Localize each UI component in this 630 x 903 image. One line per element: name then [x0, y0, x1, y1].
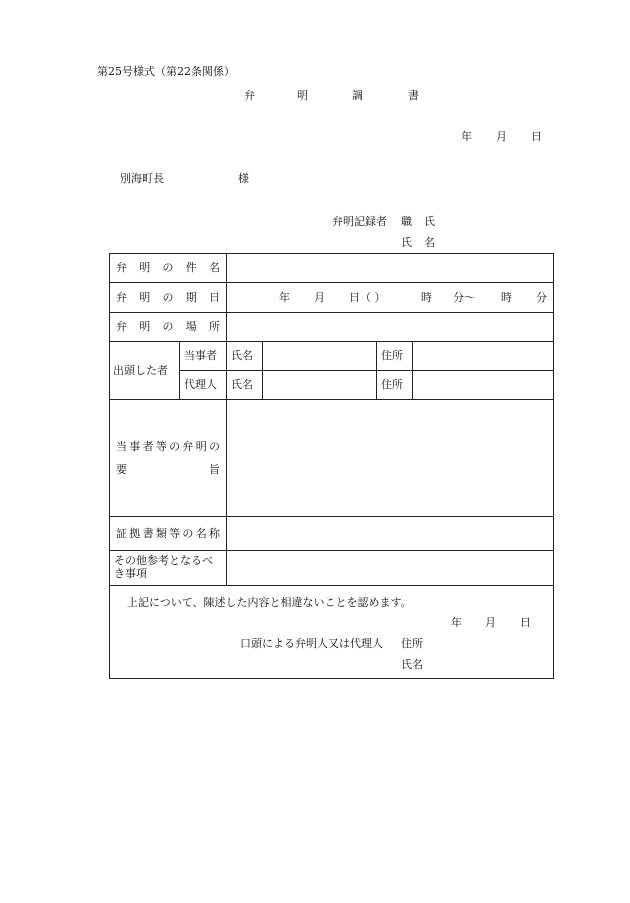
- attendee-label: 出頭した者: [110, 342, 180, 400]
- agent-name-label: 氏名: [227, 371, 263, 400]
- schedule-minute-end: 分: [536, 291, 547, 304]
- date-label: 弁 明 の 期 日: [110, 283, 227, 313]
- party-label: 当事者: [180, 342, 227, 371]
- speaker-name-label: 氏名: [401, 658, 423, 671]
- party-row: [110, 342, 554, 371]
- date-year: 年: [461, 130, 472, 143]
- speaker-label: 口頭による弁明人又は代理人: [240, 637, 383, 650]
- other-label: その他参考となるべき事項: [110, 551, 227, 586]
- addressee-honorific: 様: [238, 172, 249, 185]
- addressee-name: 別海町長: [120, 172, 164, 185]
- schedule-hour-start: 時: [421, 291, 432, 304]
- agent-name-field[interactable]: [263, 371, 377, 400]
- case-name-label: 弁 明 の 件 名: [110, 254, 227, 283]
- date-day: 日: [531, 130, 542, 143]
- party-name-label: 氏名: [227, 342, 263, 371]
- evidence-label: 証 拠 書 類 等 の 名 称: [110, 517, 227, 551]
- other-row: [110, 551, 554, 586]
- recorder-name-label-2: 名: [424, 236, 435, 249]
- party-name-field[interactable]: [263, 342, 377, 371]
- closing-day: 日: [520, 616, 531, 629]
- summary-label: 当 事 者 等 の 弁 明 の 要 旨: [110, 400, 227, 517]
- place-field[interactable]: [227, 313, 554, 342]
- date-field[interactable]: [227, 283, 554, 313]
- agent-address-label: 住所: [377, 371, 413, 400]
- place-row: [110, 313, 554, 342]
- case-name-field[interactable]: [227, 254, 554, 283]
- recorder-name-label-1: 氏: [401, 236, 412, 249]
- place-label: 弁 明 の 場 所: [110, 313, 227, 342]
- evidence-row: [110, 517, 554, 551]
- title-char: 明: [297, 89, 308, 102]
- recorder-position-label: 職: [401, 215, 412, 228]
- closing-cell: [110, 586, 554, 679]
- schedule-month: 月: [314, 291, 325, 304]
- summary-field[interactable]: [227, 400, 554, 517]
- party-address-label: 住所: [377, 342, 413, 371]
- schedule-hour-end: 時: [501, 291, 512, 304]
- case-name-row: [110, 254, 554, 283]
- schedule-year: 年: [279, 291, 290, 304]
- summary-row: [110, 400, 554, 517]
- recorder-label: 弁明記録者: [332, 215, 387, 228]
- closing-row: [110, 586, 554, 679]
- recorder-position-suffix: 氏: [424, 215, 435, 228]
- statement-form-table: [109, 253, 554, 679]
- other-field[interactable]: [227, 551, 554, 586]
- schedule-day: 日（ ）: [349, 291, 386, 304]
- closing-year: 年: [451, 616, 462, 629]
- speaker-address-label: 住所: [401, 637, 423, 650]
- date-month: 月: [496, 130, 507, 143]
- title-char: 書: [408, 89, 419, 102]
- agent-label: 代理人: [180, 371, 227, 400]
- title-char: 調: [352, 89, 363, 102]
- form-number: 第25号様式（第22条関係）: [97, 65, 235, 78]
- party-address-field[interactable]: [413, 342, 554, 371]
- closing-month: 月: [485, 616, 496, 629]
- schedule-minute-start: 分～: [453, 291, 475, 304]
- evidence-field[interactable]: [227, 517, 554, 551]
- agent-address-field[interactable]: [413, 371, 554, 400]
- date-row: [110, 283, 554, 313]
- closing-statement: 上記について、陳述した内容と相違ないことを認めます。: [127, 596, 412, 609]
- title-char: 弁: [244, 89, 255, 102]
